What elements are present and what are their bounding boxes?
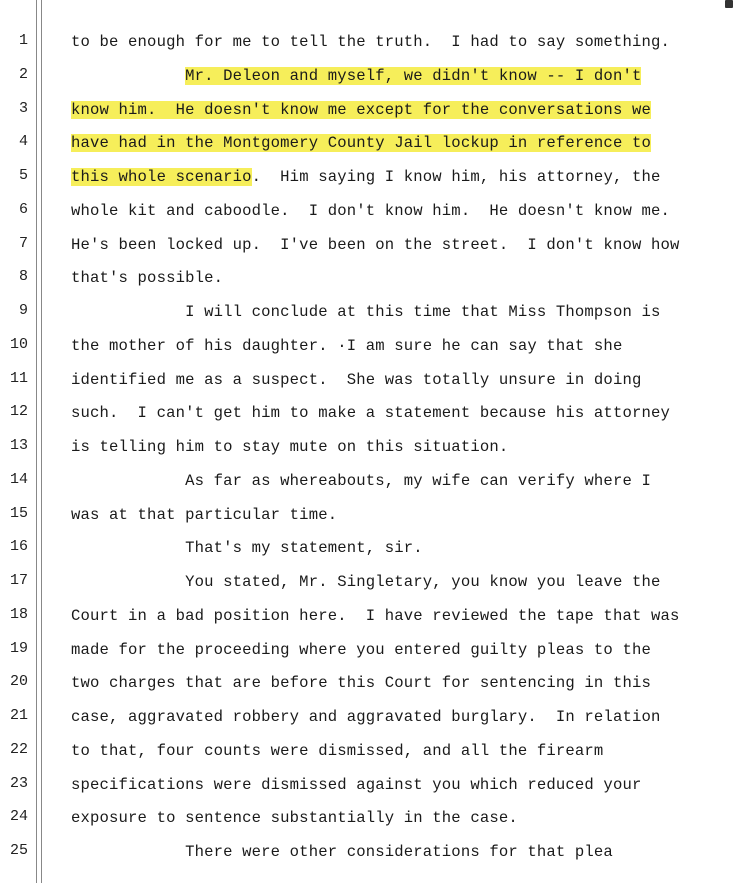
line-text: exposure to sentence substantially in the case.: [71, 809, 518, 827]
transcript-line: [71, 268, 721, 288]
transcript-line: [71, 302, 721, 322]
transcript-line: [71, 673, 721, 693]
line-number: 16: [9, 538, 28, 555]
transcript-line: [71, 606, 721, 626]
line-number: 23: [9, 775, 28, 792]
highlighted-text: Mr. Deleon and myself, we didn't know -- I don't: [185, 67, 642, 85]
transcript-line: [71, 66, 721, 86]
line-number: 15: [9, 505, 28, 522]
transcript-line: [71, 167, 721, 187]
line-number: 22: [9, 741, 28, 758]
line-text: He's been locked up. I've been on the street. I don't know how: [71, 236, 680, 254]
transcript-line: [71, 336, 721, 356]
line-number: 17: [9, 572, 28, 589]
line-text: case, aggravated robbery and aggravated burglary. In relation: [71, 708, 661, 726]
line-text: [71, 67, 185, 85]
line-text: As far as whereabouts, my wife can verify where I: [71, 472, 651, 490]
line-number: 20: [9, 673, 28, 690]
line-number: 3: [18, 100, 28, 117]
line-number: 5: [18, 167, 28, 184]
margin-rule-right: [41, 0, 42, 883]
transcript-line: [71, 201, 721, 221]
line-text: I will conclude at this time that Miss Thompson is: [71, 303, 661, 321]
corner-mark: [725, 0, 733, 8]
highlighted-text: know him. He doesn't know me except for the conversations we: [71, 101, 651, 119]
transcript-line: [71, 100, 721, 120]
transcript-line: [71, 32, 721, 52]
transcript-line: [71, 437, 721, 457]
line-text: two charges that are before this Court for sentencing in this: [71, 674, 651, 692]
line-text: Court in a bad position here. I have reviewed the tape that was: [71, 607, 680, 625]
line-text: . Him saying I know him, his attorney, the: [251, 168, 661, 186]
transcript-line: [71, 403, 721, 423]
line-text: made for the proceeding where you entered guilty pleas to the: [71, 641, 651, 659]
line-number: 7: [18, 235, 28, 252]
transcript-line: [71, 640, 721, 660]
line-text: was at that particular time.: [71, 506, 338, 524]
line-text: There were other considerations for that plea: [71, 843, 613, 861]
line-number: 11: [9, 370, 28, 387]
line-number: 9: [18, 302, 28, 319]
line-number: 8: [18, 268, 28, 285]
highlighted-text: have had in the Montgomery County Jail lockup in reference to: [71, 134, 651, 152]
line-number: 1: [18, 32, 28, 49]
transcript-line: [71, 741, 721, 761]
line-number: 21: [9, 707, 28, 724]
line-text: whole kit and caboodle. I don't know him. He doesn't know me.: [71, 202, 670, 220]
line-number: 13: [9, 437, 28, 454]
highlighted-text: this whole scenario: [71, 168, 252, 186]
line-text: is telling him to stay mute on this situation.: [71, 438, 509, 456]
transcript-line: [71, 133, 721, 153]
line-text: specifications were dismissed against you which reduced your: [71, 776, 642, 794]
transcript-line: [71, 505, 721, 525]
line-number: 25: [9, 842, 28, 859]
line-number: 24: [9, 808, 28, 825]
line-text: such. I can't get him to make a statement because his attorney: [71, 404, 670, 422]
line-text: You stated, Mr. Singletary, you know you leave the: [71, 573, 661, 591]
line-text: to that, four counts were dismissed, and all the firearm: [71, 742, 604, 760]
line-text: That's my statement, sir.: [71, 539, 423, 557]
transcript-line: [71, 471, 721, 491]
transcript-line: [71, 775, 721, 795]
margin-rule-left: [36, 0, 37, 883]
line-number: 6: [18, 201, 28, 218]
transcript-line: [71, 707, 721, 727]
transcript-line: [71, 370, 721, 390]
line-number: 10: [9, 336, 28, 353]
line-number: 18: [9, 606, 28, 623]
transcript-line: [71, 235, 721, 255]
line-number: 12: [9, 403, 28, 420]
line-number: 14: [9, 471, 28, 488]
transcript-line: [71, 842, 721, 862]
line-number: 19: [9, 640, 28, 657]
line-text: identified me as a suspect. She was totally unsure in doing: [71, 371, 642, 389]
line-number: 2: [18, 66, 28, 83]
transcript-line: [71, 572, 721, 592]
line-text: the mother of his daughter. ·I am sure he can say that she: [71, 337, 623, 355]
transcript-line: [71, 538, 721, 558]
line-number: 4: [18, 133, 28, 150]
line-text: that's possible.: [71, 269, 224, 287]
line-text: to be enough for me to tell the truth. I had to say something.: [71, 33, 670, 51]
transcript-line: [71, 808, 721, 828]
